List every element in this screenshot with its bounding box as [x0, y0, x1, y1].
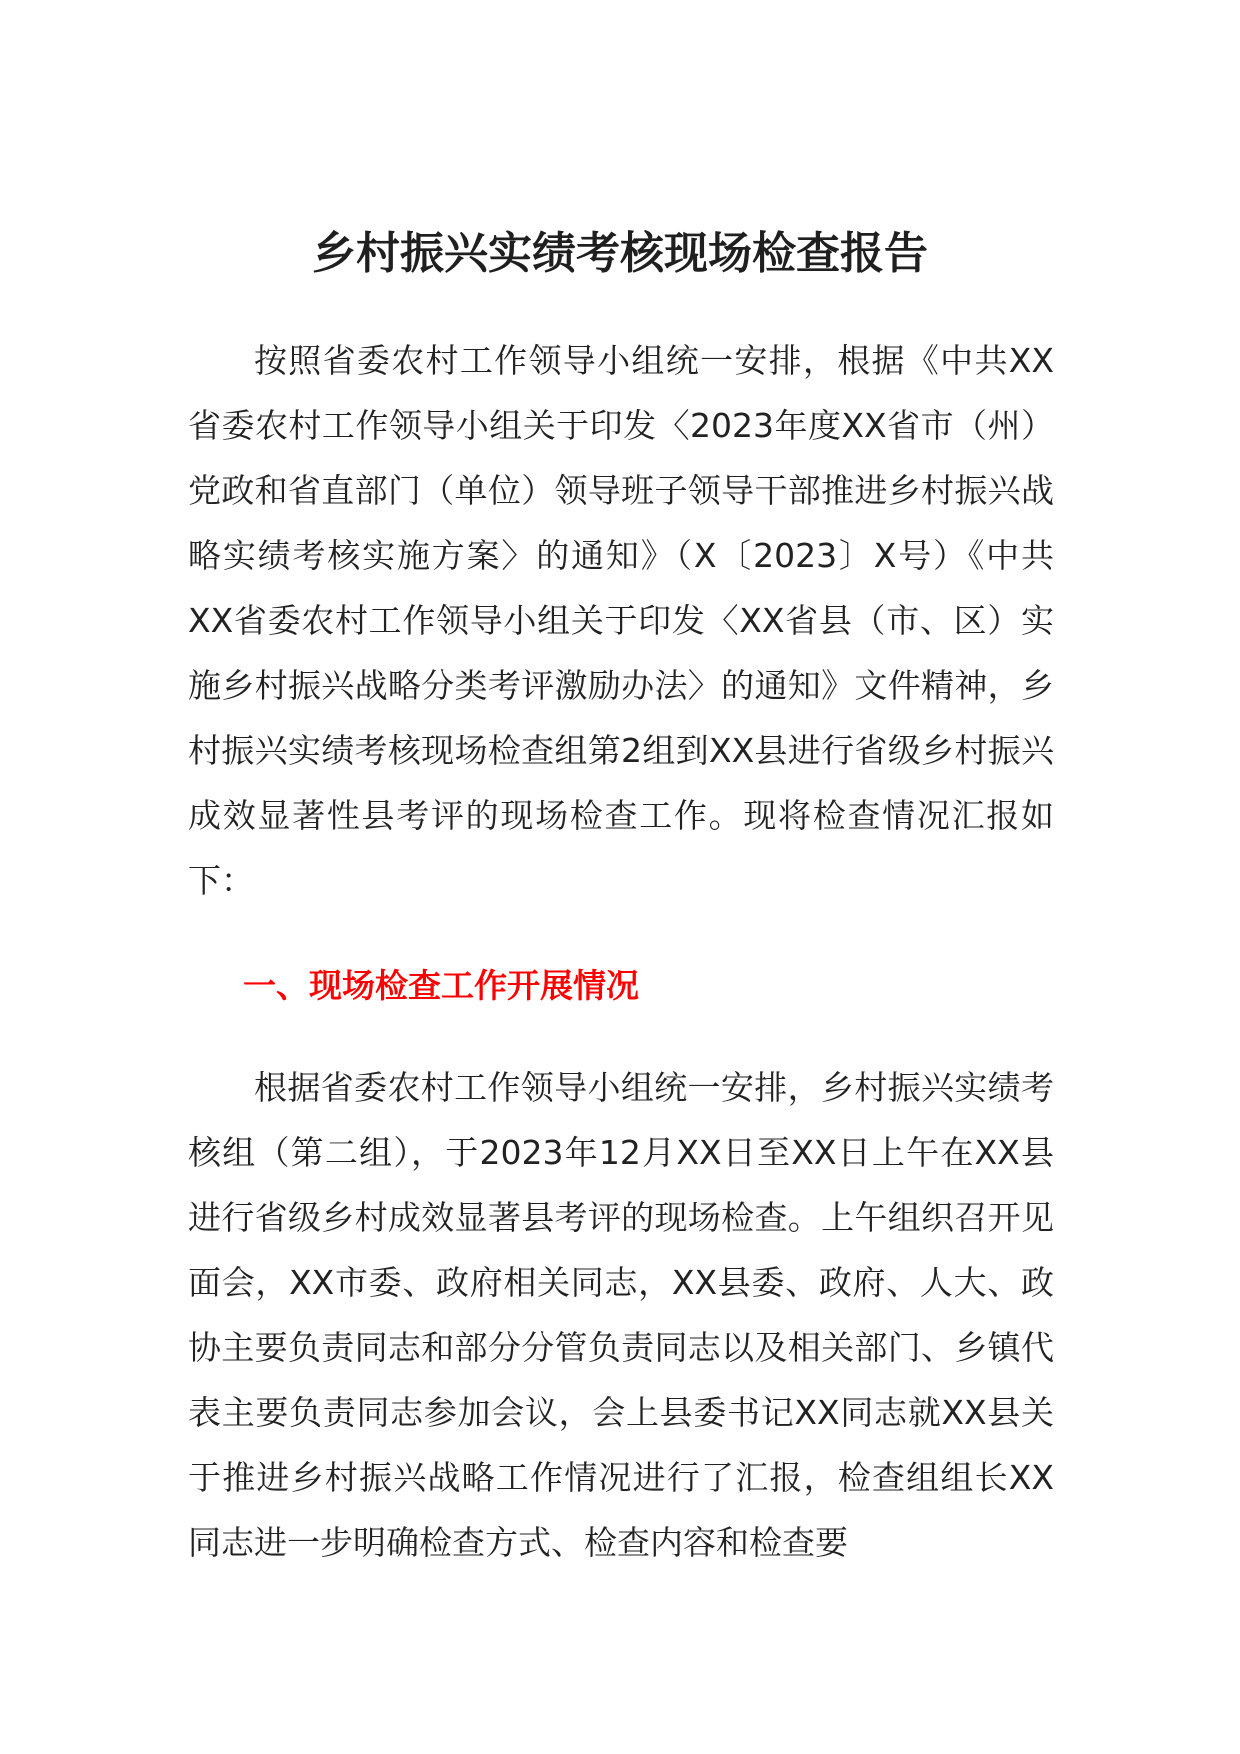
section-paragraph: 根据省委农村工作领导小组统一安排，乡村振兴实绩考核组（第二组），于2023年12月XX日至XX日上午在XX县进行省级乡村成效显著县考评的现场检查。上午组织召开见面会，XX市委、政府相关同志，XX县委、政府、人大、政协主要负责同志和部分分管负责同志以及相关部门、乡镇代表主要负责同志参加会议，会上县委书记XX同志就XX县关于推进乡村振兴战略工作情况进行了汇报，检查组组长XX同志进一步明确检查方式、检查内容和检查要: [188, 1068, 1054, 1562]
section-heading: 一、现场检查工作开展情况: [243, 966, 639, 1005]
document-title: 乡村振兴实绩考核现场检查报告: [312, 228, 928, 279]
intro-paragraph: 按照省委农村工作领导小组统一安排，根据《中共XX省委农村工作领导小组关于印发〈2023年度XX省市（州）党政和省直部门（单位）领导班子领导干部推进乡村振兴战略实绩考核实施方案〉的通知》（X〔2023〕X号）《中共XX省委农村工作领导小组关于印发〈XX省县（市、区）实施乡村振兴战略分类考评激励办法〉的通知》文件精神，乡村振兴实绩考核现场检查组第2组到XX县进行省级乡村振兴成效显著性县考评的现场检查工作。现将检查情况汇报如下：: [188, 341, 1054, 900]
